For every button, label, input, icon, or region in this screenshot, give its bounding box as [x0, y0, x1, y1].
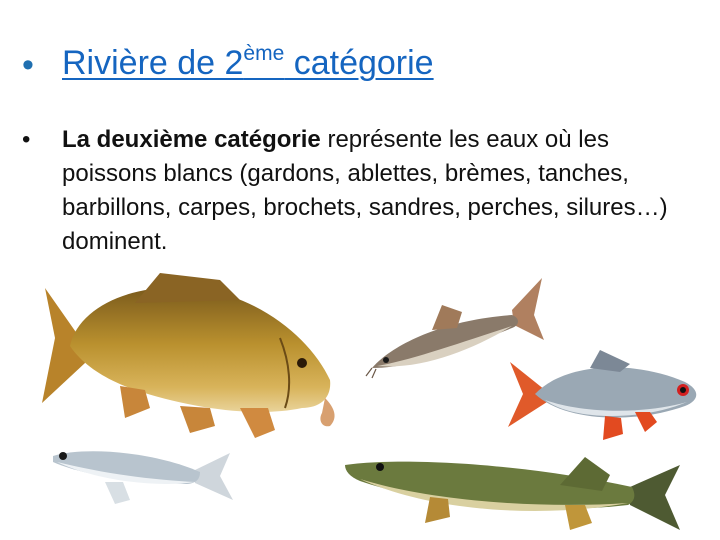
pike-image [340, 445, 685, 540]
body-text [62, 123, 682, 259]
body-rest: représente les eaux où les poissons blancs (gardons, ablettes, brèmes, tanches, barbillons, carpes, brochets, sandres, perches, silures…) dominent. [62, 126, 668, 255]
roach-image [505, 342, 710, 442]
carp-image [40, 268, 350, 443]
title-link[interactable] [62, 44, 434, 83]
bleak-image [45, 438, 235, 508]
title-suffix: catégorie [284, 44, 434, 82]
title-prefix: Rivière de 2 [62, 44, 244, 82]
bullet-marker: • [22, 46, 34, 84]
body-bold: La deuxième catégorie [62, 126, 321, 153]
bullet-marker: • [22, 126, 31, 153]
title-superscript: ème [243, 42, 285, 65]
